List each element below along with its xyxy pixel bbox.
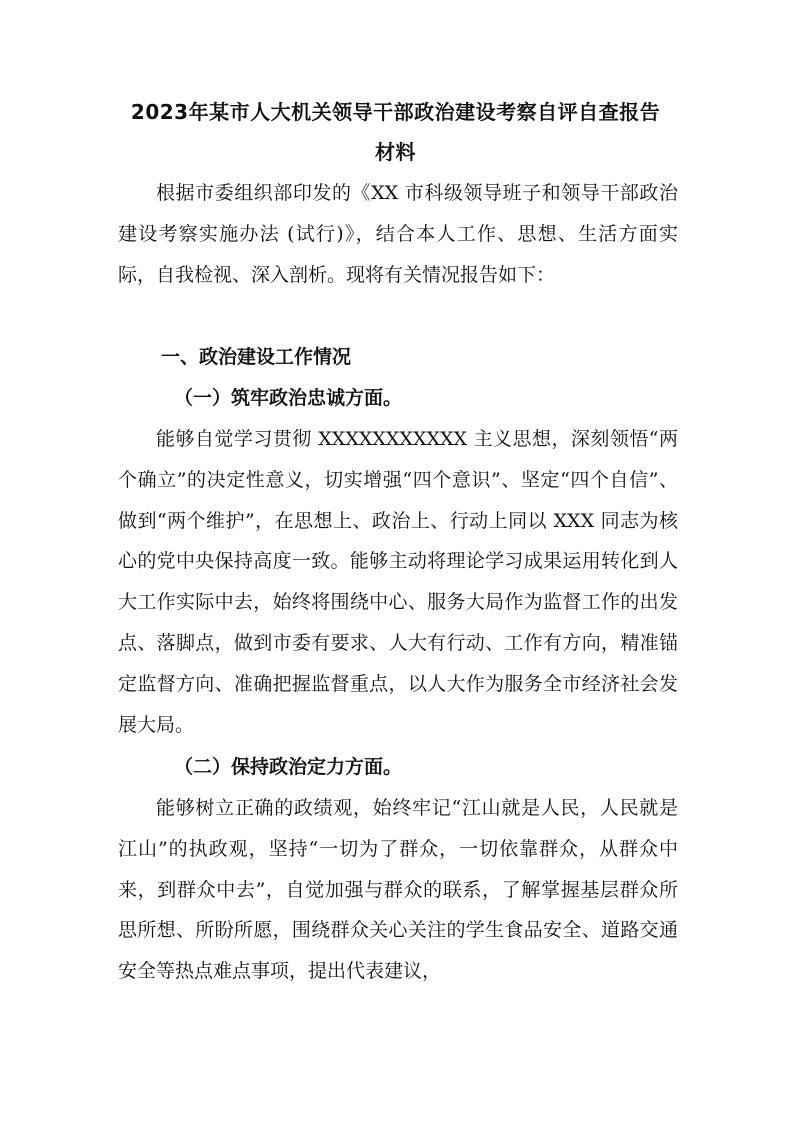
document-title-line-1: 2023年某市人大机关领导干部政治建设考察自评自查报告 — [130, 100, 661, 124]
subsection-1-heading: （一）筑牢政治忠诚方面。 — [174, 387, 403, 409]
document-title-line-2: 材料 — [375, 140, 416, 164]
section-1-heading: 一、政治建设工作情况 — [161, 346, 352, 368]
subsection-1-body: 能够自觉学习贯彻 XXXXXXXXXXX 主义思想，深刻领悟“两个确立”的决定性意义，切实增强“四个意识”、坚定“四个自信”、做到“两个维护”，在思想上、政治上、行动上同以 XXX 同志为核心的党中央保持高度一致。能够主动将理论学习成果运用转化到人大工作实际中去，始终将围绕中心、服务大局作为监督工作的出发点、落脚点，做到市委有要求、人大有行动、工作有方向，精准锚定监督方向、准确把握监督重点，以人大作为服务全市经济社会发展大局。 — [118, 428, 678, 736]
subsection-2-body: 能够树立正确的政绩观，始终牢记“江山就是人民，人民就是江山”的执政观，坚持“一切为了群众，一切依靠群众，从群众中来，到群众中去”，自觉加强与群众的联系，了解掌握基层群众所思所想、所盼所愿，围绕群众关心关注的学生食品安全、道路交通安全等热点难点事项，提出代表建议， — [118, 797, 678, 983]
subsection-2-heading: （二）保持政治定力方面。 — [174, 756, 403, 778]
intro-paragraph: 根据市委组织部印发的《XX 市科级领导班子和领导干部政治建设考察实施办法 (试行)》，结合本人工作、思想、生活方面实际，自我检视、深入剖析。现将有关情况报告如下： — [118, 182, 678, 286]
